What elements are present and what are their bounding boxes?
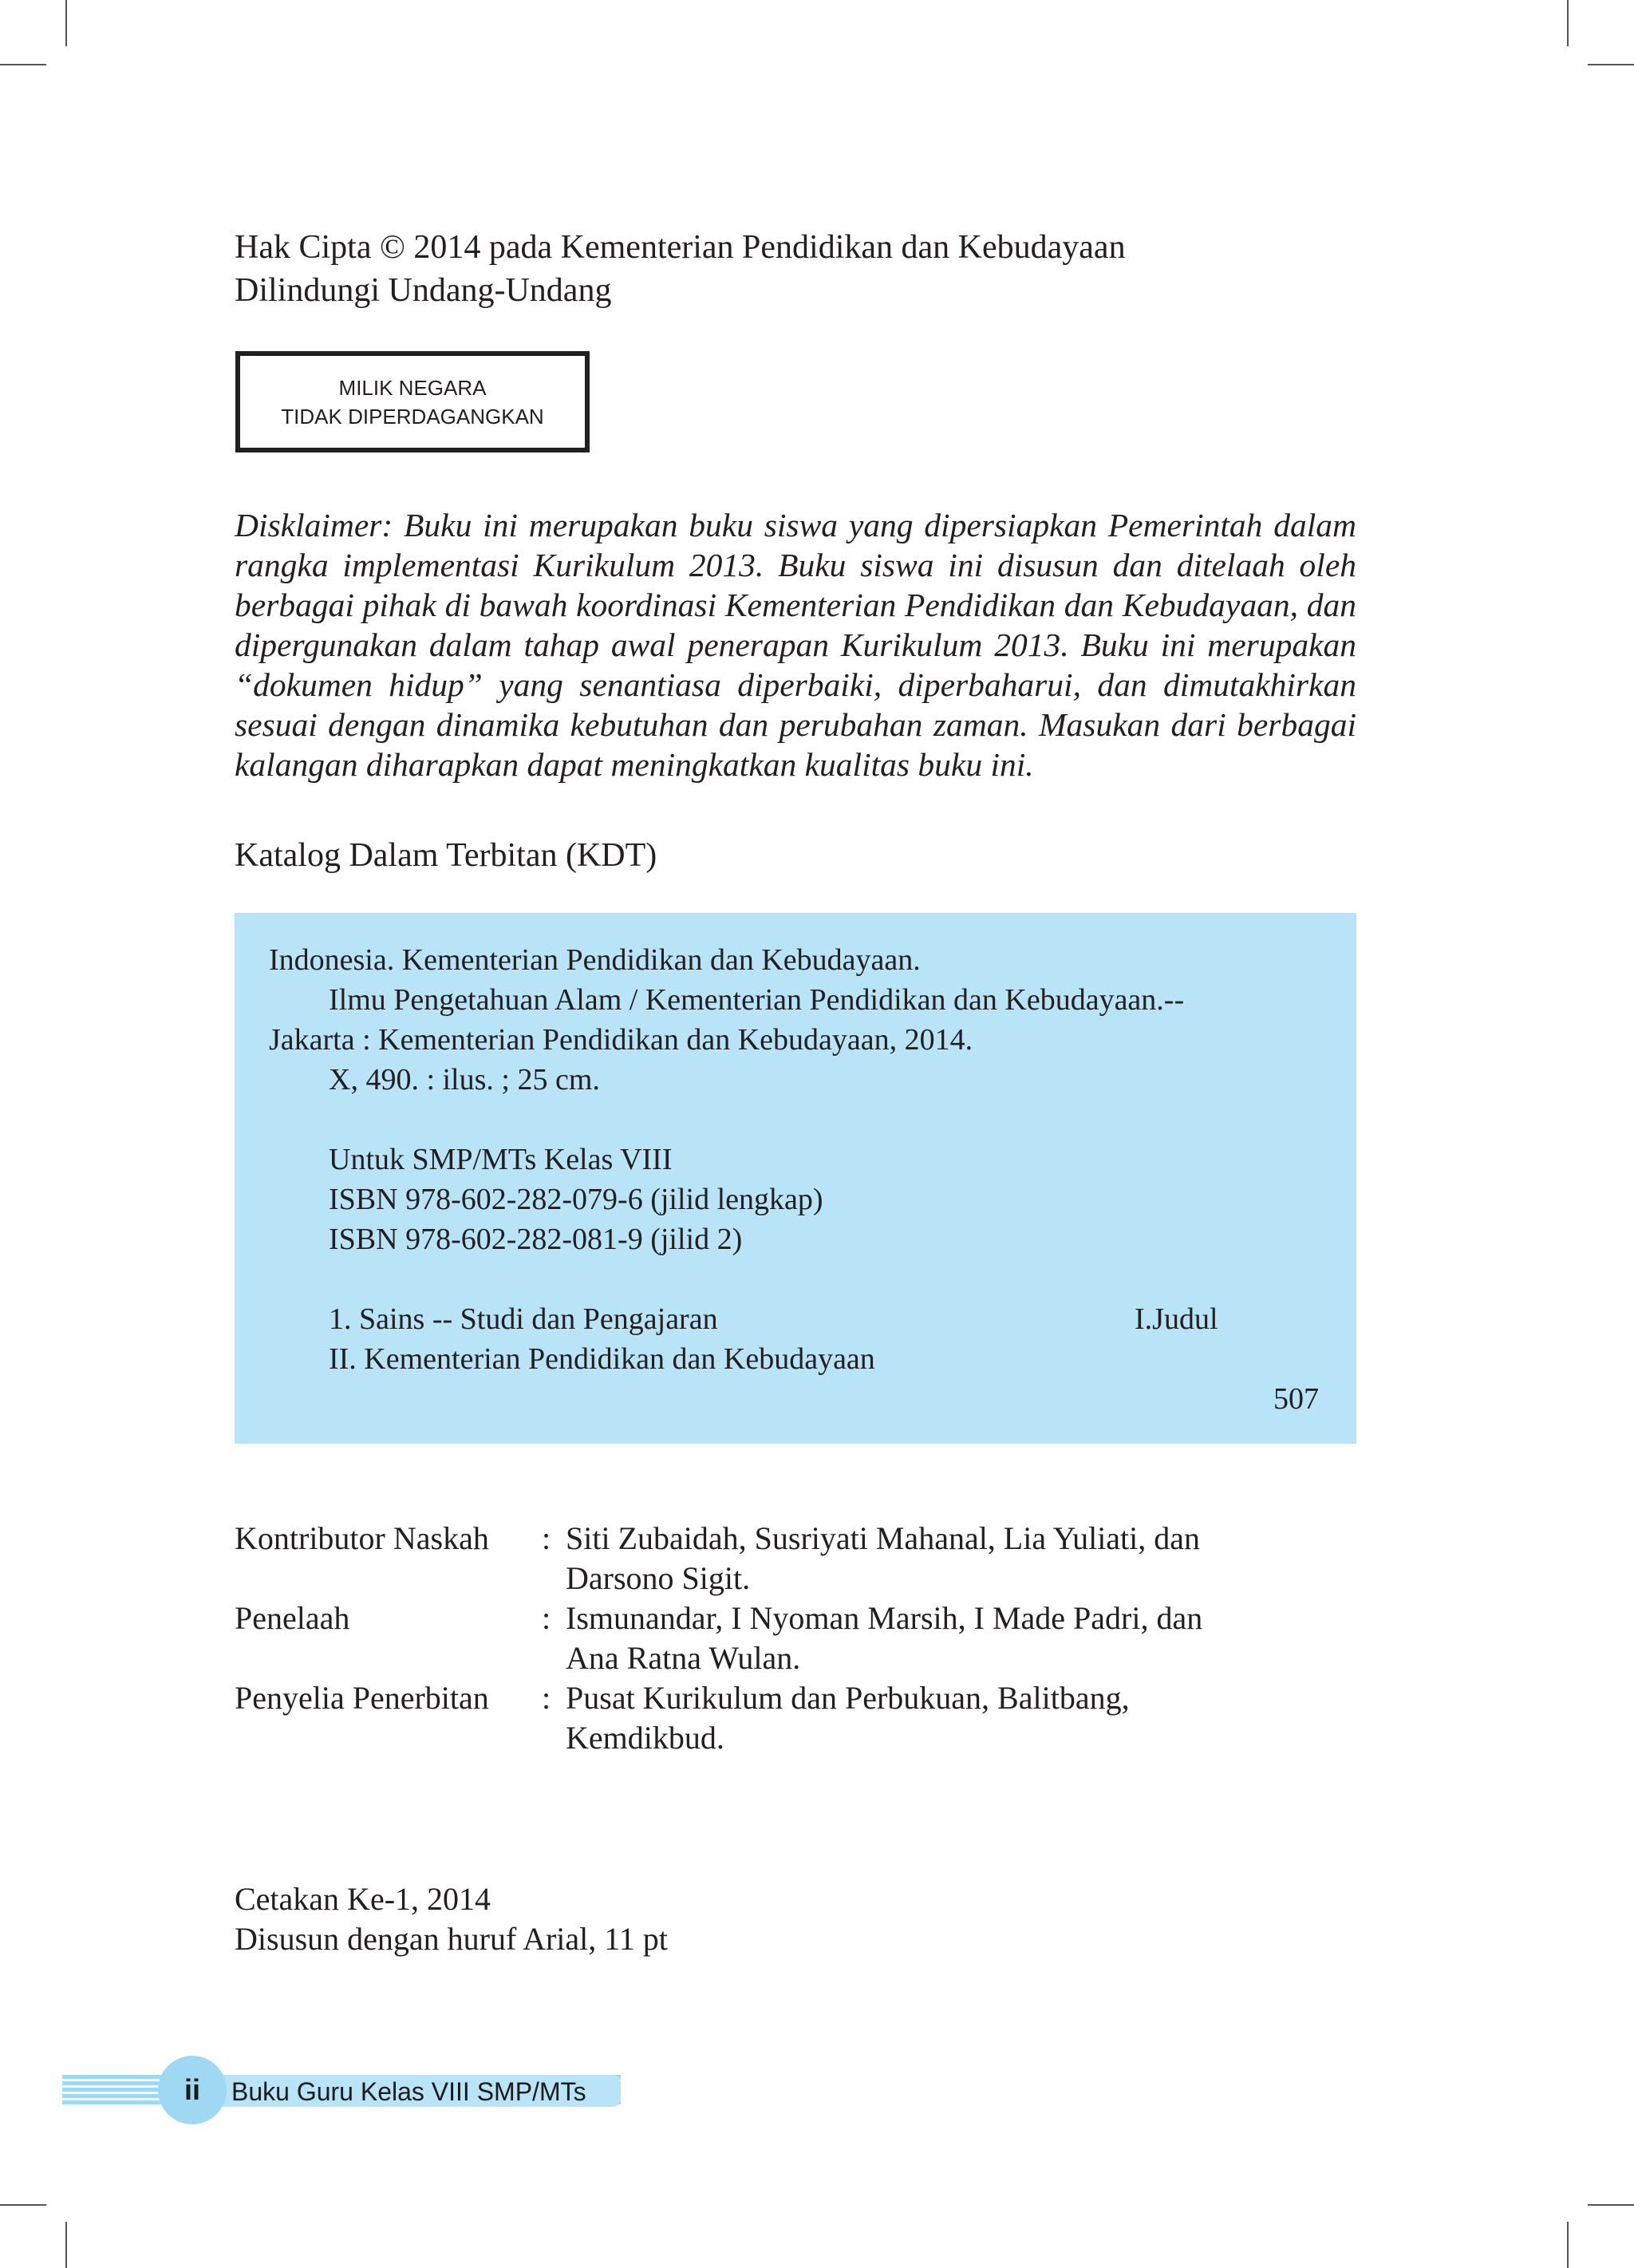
kdt-isbn-full: ISBN 978-602-282-079-6 (jilid lengkap) [329,1183,823,1216]
credit-row-supervisor [235,1678,1202,1758]
copyright-notice [235,226,1126,312]
crop-mark [0,2204,46,2206]
credit-colon: : [542,1680,551,1716]
kdt-title: Katalog Dalam Terbitan (KDT) [235,837,657,874]
font-note-line: Disusun dengan huruf Arial, 11 pt [235,1921,668,1957]
edition-line: Cetakan Ke-1, 2014 [235,1881,491,1917]
crop-mark [1588,2204,1634,2206]
credit-label: Penelaah [235,1600,350,1636]
credit-label: Penyelia Penerbitan [235,1680,489,1716]
footer-book-title: Buku Guru Kelas VIII SMP/MTs [231,2077,586,2106]
crop-mark [0,64,46,65]
kdt-isbn-vol: ISBN 978-602-282-081-9 (jilid 2) [329,1223,743,1256]
credits-list [235,1519,1202,1758]
kdt-audience: Untuk SMP/MTs Kelas VIII [329,1143,673,1176]
disclaimer-text: Disklaimer: Buku ini merupakan buku siswa yang dipersiapkan Pemerintah dalam rangka implementasi Kurikulum 2013. Buku siswa ini disusun dan ditelaah oleh berbagai pihak di bawah koordinasi Kementerian Pendidikan dan Kebudayaan, dan dipergunakan dalam tahap awal penerapan Kurikulum 2013. Buku ini merupakan “dokumen hidup” yang senantiasa diperbaiki, diperbaharui, dan dimutakhirkan sesuai dengan dinamika kebutuhan dan perubahan zaman. Masukan dari berbagai kalangan diharapkan dapat meningkatkan kualitas buku ini. [235,507,1356,783]
kdt-class-number: 507 [1273,1382,1319,1416]
kdt-subject-1: 1. Sains -- Studi dan Pengajaran [329,1302,718,1336]
crop-mark [65,2222,67,2268]
milik-negara-stamp [235,351,590,452]
credit-colon: : [542,1600,551,1636]
kdt-subject-2: II. Kementerian Pendidikan dan Kebudayaan [329,1342,875,1376]
crop-mark [1588,64,1634,65]
stamp-line-2: TIDAK DIPERDAGANGKAN [281,404,544,429]
kdt-title-line: Ilmu Pengetahuan Alam / Kementerian Pendidikan dan Kebudayaan.-- [329,983,1185,1017]
kdt-physical: X, 490. : ilus. ; 25 cm. [329,1063,600,1096]
page-number: ii [158,2056,227,2124]
credit-label: Kontributor Naskah [235,1520,489,1556]
kdt-publisher: Jakarta : Kementerian Pendidikan dan Kebudayaan, 2014. [269,1023,973,1057]
credit-row-reviewer [235,1598,1202,1678]
credit-value: Pusat Kurikulum dan Perbukuan, Balitbang, Kemdikbud. [566,1680,1130,1756]
credit-row-contributor [235,1519,1202,1598]
crop-mark [1567,0,1569,46]
kdt-catalog-box [235,913,1356,1444]
kdt-subject-1-right: I.Judul [1135,1302,1218,1336]
stamp-line-1: MILIK NEGARA [338,375,487,400]
crop-mark [65,0,67,46]
protected-line: Dilindungi Undang-Undang [235,272,612,309]
copyright-line: Hak Cipta © 2014 pada Kementerian Pendidikan dan Kebudayaan [235,229,1126,266]
kdt-author: Indonesia. Kementerian Pendidikan dan Kebudayaan. [269,943,921,977]
crop-mark [1567,2222,1569,2268]
credit-colon: : [542,1520,551,1556]
print-info [235,1879,668,1959]
credit-value: Siti Zubaidah, Susriyati Mahanal, Lia Yuliati, dan Darsono Sigit. [566,1520,1201,1596]
credit-value: Ismunandar, I Nyoman Marsih, I Made Padri, dan Ana Ratna Wulan. [566,1600,1203,1676]
